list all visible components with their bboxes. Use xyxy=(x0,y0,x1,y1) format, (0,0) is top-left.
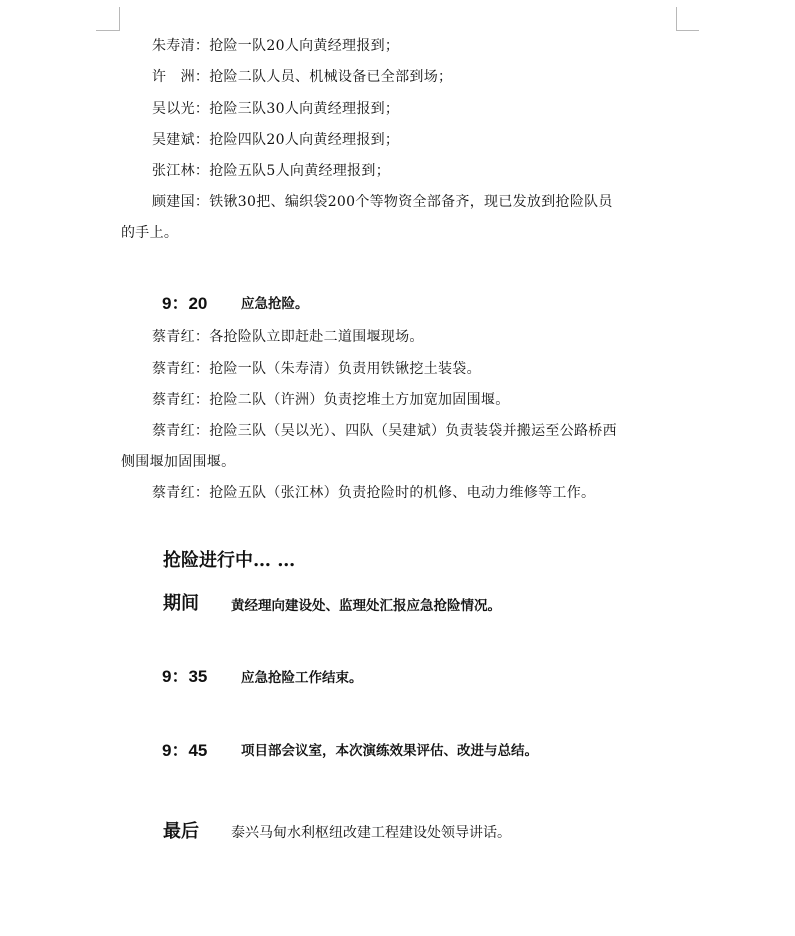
arrival-line: 吴以光：抢险三队30人向黄经理报到； xyxy=(152,101,400,117)
arrival-line: 许 洲：抢险二队人员、机械设备已全部到场； xyxy=(152,69,453,85)
final-label: 最后 xyxy=(163,821,199,842)
final-text: 泰兴马甸水利枢纽改建工程建设处领导讲话。 xyxy=(231,825,511,841)
time-935: 9：35 xyxy=(162,667,208,686)
in-progress-heading: 抢险进行中… … xyxy=(163,550,296,571)
order-line: 蔡青红：抢险三队（吴以光）、四队（吴建斌）负责装袋并搬运至公路桥西 xyxy=(152,423,617,439)
period-text: 黄经理向建设处、监理处汇报应急抢险情况。 xyxy=(231,598,501,614)
page-corner-mark-left xyxy=(96,7,120,31)
arrival-line: 顾建国：铁锹30把、编织袋200个等物资全部备齐，现已发放到抢险队员 xyxy=(152,194,613,210)
arrival-line: 张江林：抢险五队5人向黄经理报到； xyxy=(152,163,391,179)
period-label: 期间 xyxy=(163,593,199,614)
step-945-title: 项目部会议室，本次演练效果评估、改进与总结。 xyxy=(241,743,538,759)
arrival-line: 吴建斌：抢险四队20人向黄经理报到； xyxy=(152,132,400,148)
step-935-title: 应急抢险工作结束。 xyxy=(241,670,363,686)
order-line: 蔡青红：各抢险队立即赶赴二道围堰现场。 xyxy=(152,329,424,345)
order-line: 蔡青红：抢险二队（许洲）负责挖堆土方加宽加固围堰。 xyxy=(152,392,510,408)
order-line-continued: 侧围堰加固围堰。 xyxy=(121,454,236,470)
step-920-title: 应急抢险。 xyxy=(241,296,309,312)
time-920: 9：20 xyxy=(162,294,208,313)
time-945: 9：45 xyxy=(162,741,208,760)
order-line: 蔡青红：抢险一队（朱寿清）负责用铁锹挖土装袋。 xyxy=(152,361,481,377)
arrival-line-continued: 的手上。 xyxy=(121,225,179,241)
order-line: 蔡青红：抢险五队（张江林）负责抢险时的机修、电动力维修等工作。 xyxy=(152,485,596,501)
arrival-line: 朱寿清：抢险一队20人向黄经理报到； xyxy=(152,38,400,54)
page-corner-mark-right xyxy=(676,7,699,31)
